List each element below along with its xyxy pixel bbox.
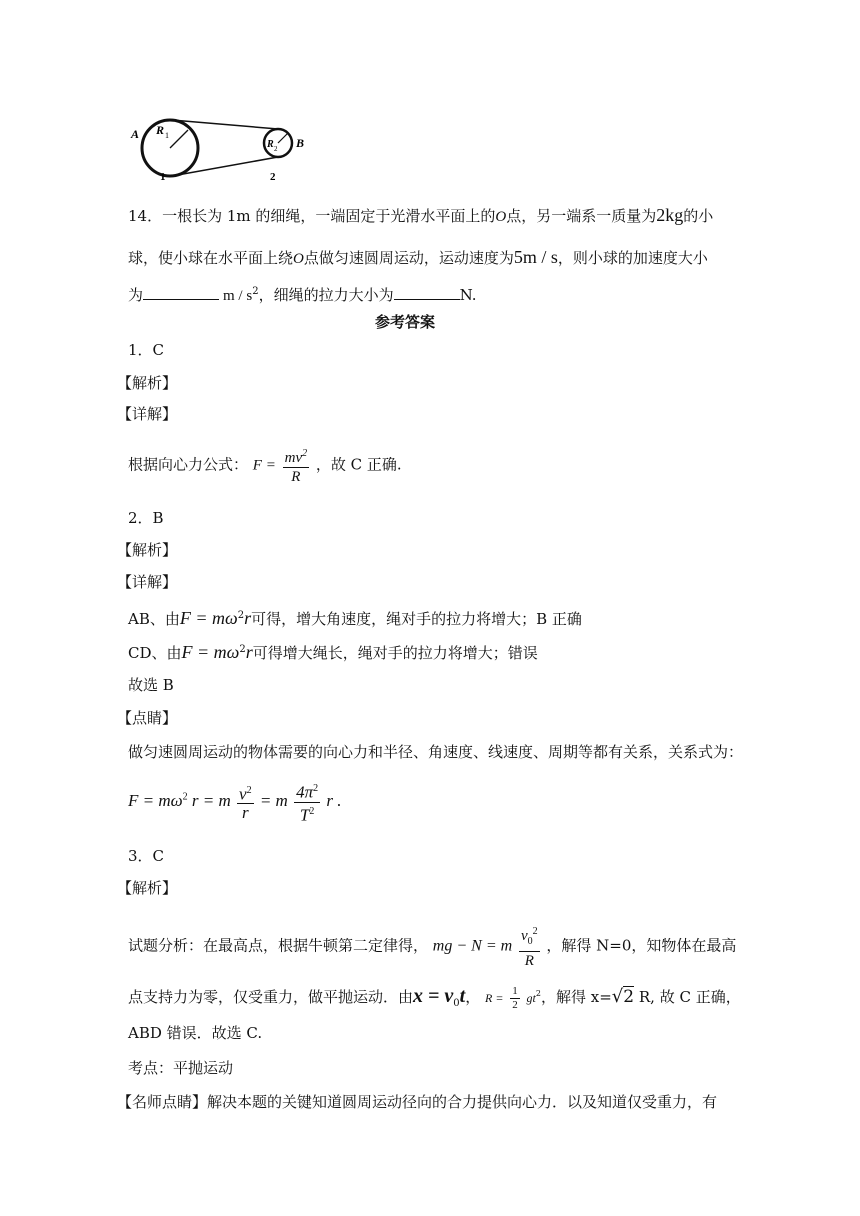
answer-2-cd-line: CD、由$F = m\omega^2r$可得增大绳长，绳对手的拉力将增大；错误 <box>128 642 538 662</box>
label-A: A <box>131 127 140 141</box>
answer-2-xiangjie: 【详解】 <box>117 573 178 591</box>
answer-2-jiexi: 【解析】 <box>117 541 178 559</box>
answer-1-number: 1．C <box>128 341 165 359</box>
radius-1-line <box>170 130 188 148</box>
label-2: 2 <box>270 171 276 183</box>
answer-3-mingshi: 【名师点睛】解决本题的关键知道圆周运动径向的合力提供向心力．以及知道仅受重力，有 <box>117 1093 718 1111</box>
answer-2-summary: 做匀速圆周运动的物体需要的向心力和半径、角速度、线速度、周期等都有关系，关系式为： <box>128 743 744 761</box>
belt-bottom <box>172 157 278 176</box>
label-B: B <box>296 136 305 150</box>
answer-3-jiexi: 【解析】 <box>117 879 178 897</box>
answer-1-jiexi: 【解析】 <box>117 374 178 392</box>
answer-1-xiangjie: 【详解】 <box>117 405 178 423</box>
answer-3-kaodian: 考点：平抛运动 <box>128 1059 234 1077</box>
blank-acceleration[interactable] <box>143 285 219 300</box>
q14-line-1: 14．一根长为 1m 的细绳，一端固定于光滑水平面上的O点，另一端系一质量为2kg的小 <box>128 205 714 225</box>
answer-3-line-2: 点支持力为零，仅受重力，做平抛运动．由$x = v_0t$， R = $\frac{1}{2}$ $gt^2$，解得 x=√2 R, 故 C 正确， <box>128 984 741 1011</box>
answer-2-dianjing: 【点睛】 <box>117 709 178 727</box>
radius-2-line <box>278 133 288 143</box>
label-1: 1 <box>160 171 166 183</box>
fraction-mv2-over-R: $\frac{mv^2}{R}$ <box>283 445 310 486</box>
answers-heading: 参考答案 <box>375 313 436 331</box>
q14-line-3: 为 m / $s^2$，细绳的拉力大小为 N. <box>128 286 477 304</box>
sqrt-symbol: √ <box>611 986 624 1007</box>
fraction-v2-over-r: $\frac{v^2}{r}$ <box>237 782 254 823</box>
answer-2-ab-line: AB、由$F = m\omega^2r$可得，增大角速度，绳对手的拉力将增大；B 正确 <box>128 608 582 628</box>
q14-line-2: 球，使小球在水平面上绕O点做匀速圆周运动，运动速度为5m / s，则小球的加速度大小 <box>128 247 708 267</box>
fraction-4pi2-over-T2: $\frac{4\pi^2}{T^2}$ <box>294 780 320 824</box>
answer-3-line-1: 试题分析：在最高点，根据牛顿第二定律得， mg − N = m $\frac{v_0^2}{R}$ ，解得 N=0，知物体在最高 <box>128 923 736 970</box>
blank-tension[interactable] <box>394 285 460 300</box>
answer-3-number: 3．C <box>128 847 165 865</box>
label-R1-sub: 1 <box>165 131 169 140</box>
pulley-diagram <box>128 110 318 185</box>
fraction-one-half: $\frac{1}{2}$ <box>512 984 518 1011</box>
answer-1-formula-line: 根据向心力公式： F = $\frac{mv^2}{R}$ ，故 C 正确. <box>128 445 402 486</box>
label-R2-sub: 2 <box>274 145 278 153</box>
answer-2-relation-formula: $F = m\omega^2$ r = m $\frac{v^2}{r}$ = m $\frac{4\pi^2}{T^2}$ r . <box>128 780 341 824</box>
answer-2-number: 2．B <box>128 509 164 527</box>
label-R1: R <box>156 123 165 137</box>
fraction-v0sq-over-R: $\frac{v_0^2}{R}$ <box>519 923 540 970</box>
label-R2: R <box>267 139 274 150</box>
answer-3-line-3: ABD 错误．故选 C. <box>128 1024 263 1042</box>
answer-2-choose: 故选 B <box>128 676 174 694</box>
